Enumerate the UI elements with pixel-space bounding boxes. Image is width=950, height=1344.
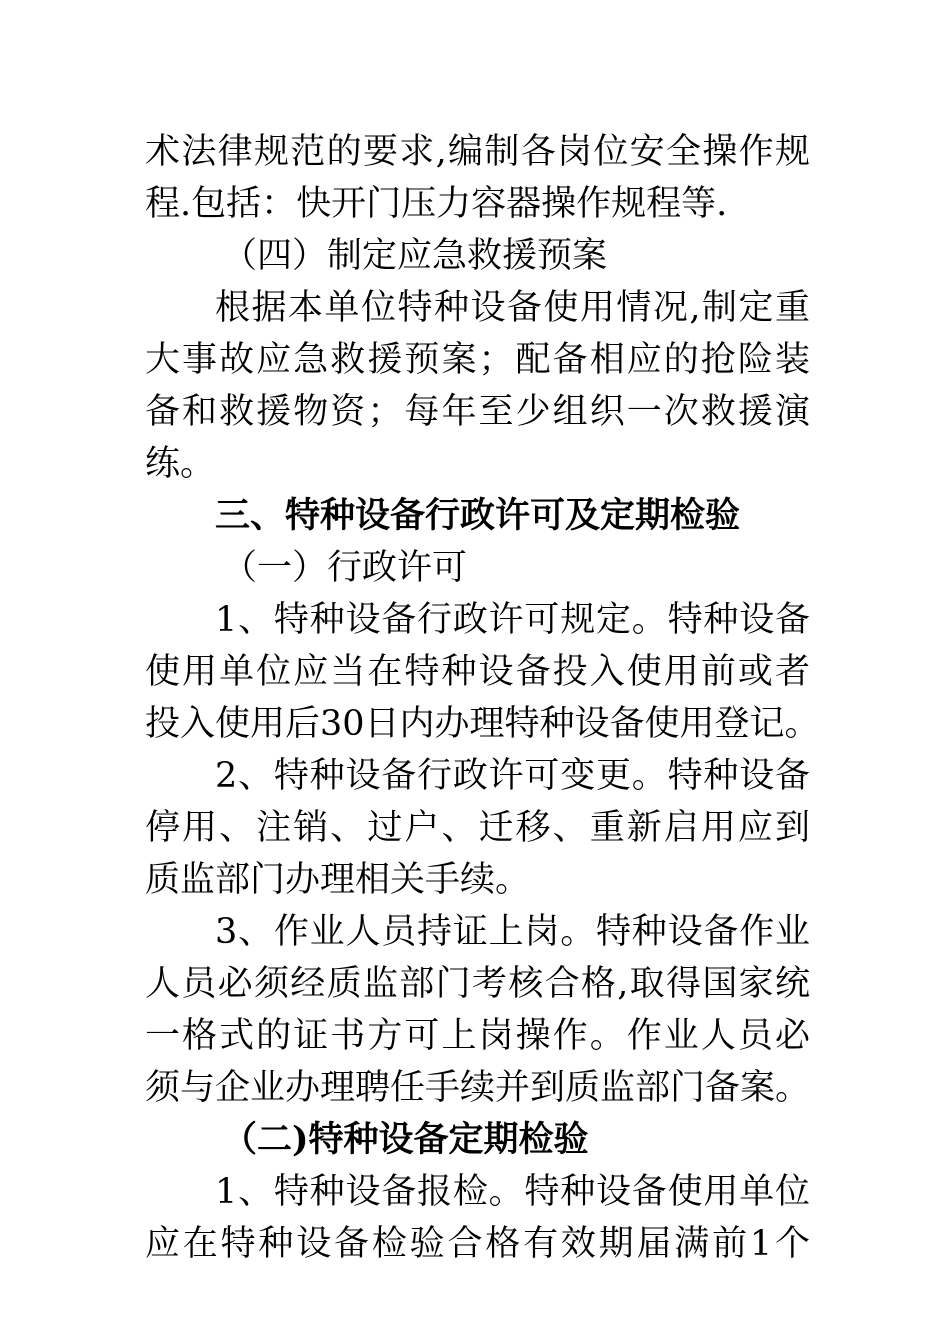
section-heading: 三、特种设备行政许可及定期检验	[215, 495, 741, 536]
text-line: 须与企业办理聘任手续并到质监部门备案。	[145, 1068, 811, 1108]
text-line: 练。	[145, 444, 216, 484]
paragraph-first-line: 根据本单位特种设备使用情况,制定重	[215, 288, 810, 328]
text-line: 使用单位应当在特种设备投入使用前或者	[145, 652, 810, 692]
text-line: 投入使用后30日内办理特种设备使用登记。	[145, 704, 820, 744]
paragraph-first-line: 3、作业人员持证上岗。特种设备作业	[215, 912, 810, 952]
text-line: 停用、注销、过户、迁移、重新启用应到	[145, 808, 810, 848]
paragraph-first-line: 1、特种设备报检。特种设备使用单位	[215, 1172, 810, 1212]
text-line: 术法律规范的要求,编制各岗位安全操作规	[145, 132, 810, 172]
section-subheading: （二)特种设备定期检验	[222, 1119, 589, 1160]
paragraph-first-line: 1、特种设备行政许可规定。特种设备	[215, 600, 810, 640]
text-line: 质监部门办理相关手续。	[145, 860, 531, 900]
text-line: 大事故应急救援预案；配备相应的抢险装	[145, 340, 810, 380]
text-line: 备和救援物资；每年至少组织一次救援演	[145, 392, 810, 432]
text-line: 程.包括：快开门压力容器操作规程等.	[145, 184, 728, 224]
paragraph-first-line: 2、特种设备行政许可变更。特种设备	[215, 756, 810, 796]
section-subheading: （一）行政许可	[222, 548, 468, 588]
text-line: 人员必须经质监部门考核合格,取得国家统	[145, 964, 810, 1004]
text-line: 一格式的证书方可上岗操作。作业人员必	[145, 1016, 810, 1056]
section-subheading: （四）制定应急救援预案	[222, 236, 608, 276]
text-line: 应在特种设备检验合格有效期届满前1个	[145, 1224, 810, 1264]
